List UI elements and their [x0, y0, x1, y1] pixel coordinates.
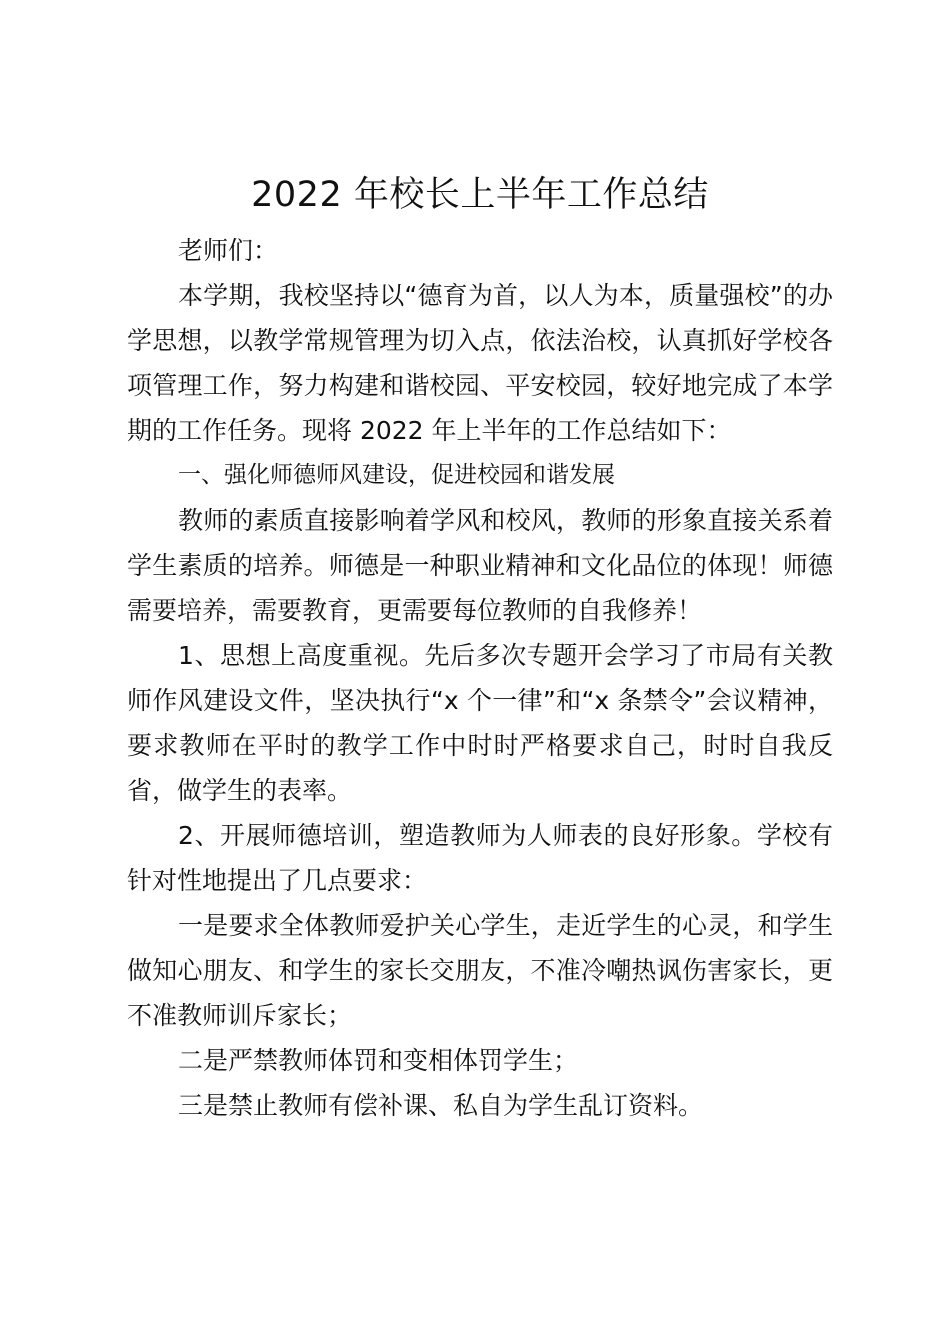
section-heading: 一、强化师德师风建设，促进校园和谐发展	[178, 462, 615, 488]
list-item: 三是禁止教师有偿补课、私自为学生乱订资料。	[178, 1091, 704, 1120]
body-paragraph: 教师的素质直接影响着学风和校风，教师的形象直接关系着学生素质的培养。师德是一种职业精神和文化品位的体现！师德需要培养，需要教育，更需要每位教师的自我修养！	[127, 506, 833, 625]
intro-paragraph: 本学期，我校坚持以“德育为首，以人为本，质量强校”的办学思想，以教学常规管理为切入点，依法治校，认真抓好学校各项管理工作，努力构建和谐校园、平安校园，较好地完成了本学期的工作任务。现将 2022 年上半年的工作总结如下：	[127, 281, 833, 445]
document-title: 2022 年校长上半年工作总结	[251, 175, 709, 215]
document-page	[127, 168, 833, 1128]
list-item: 一是要求全体教师爱护关心学生，走近学生的心灵，和学生做知心朋友、和学生的家长交朋友，不准冷嘲热讽伤害家长，更不准教师训斥家长；	[127, 911, 833, 1030]
body-paragraph: 1、思想上高度重视。先后多次专题开会学习了市局有关教师作风建设文件，坚决执行“x 个一律”和“x 条禁令”会议精神，要求教师在平时的教学工作中时时严格要求自己，时时自我反省，做学生的表率。	[127, 641, 833, 805]
list-item: 二是严禁教师体罚和变相体罚学生；	[178, 1046, 579, 1075]
body-paragraph: 2、开展师德培训，塑造教师为人师表的良好形象。学校有针对性地提出了几点要求：	[127, 821, 833, 895]
salutation: 老师们：	[178, 236, 279, 265]
